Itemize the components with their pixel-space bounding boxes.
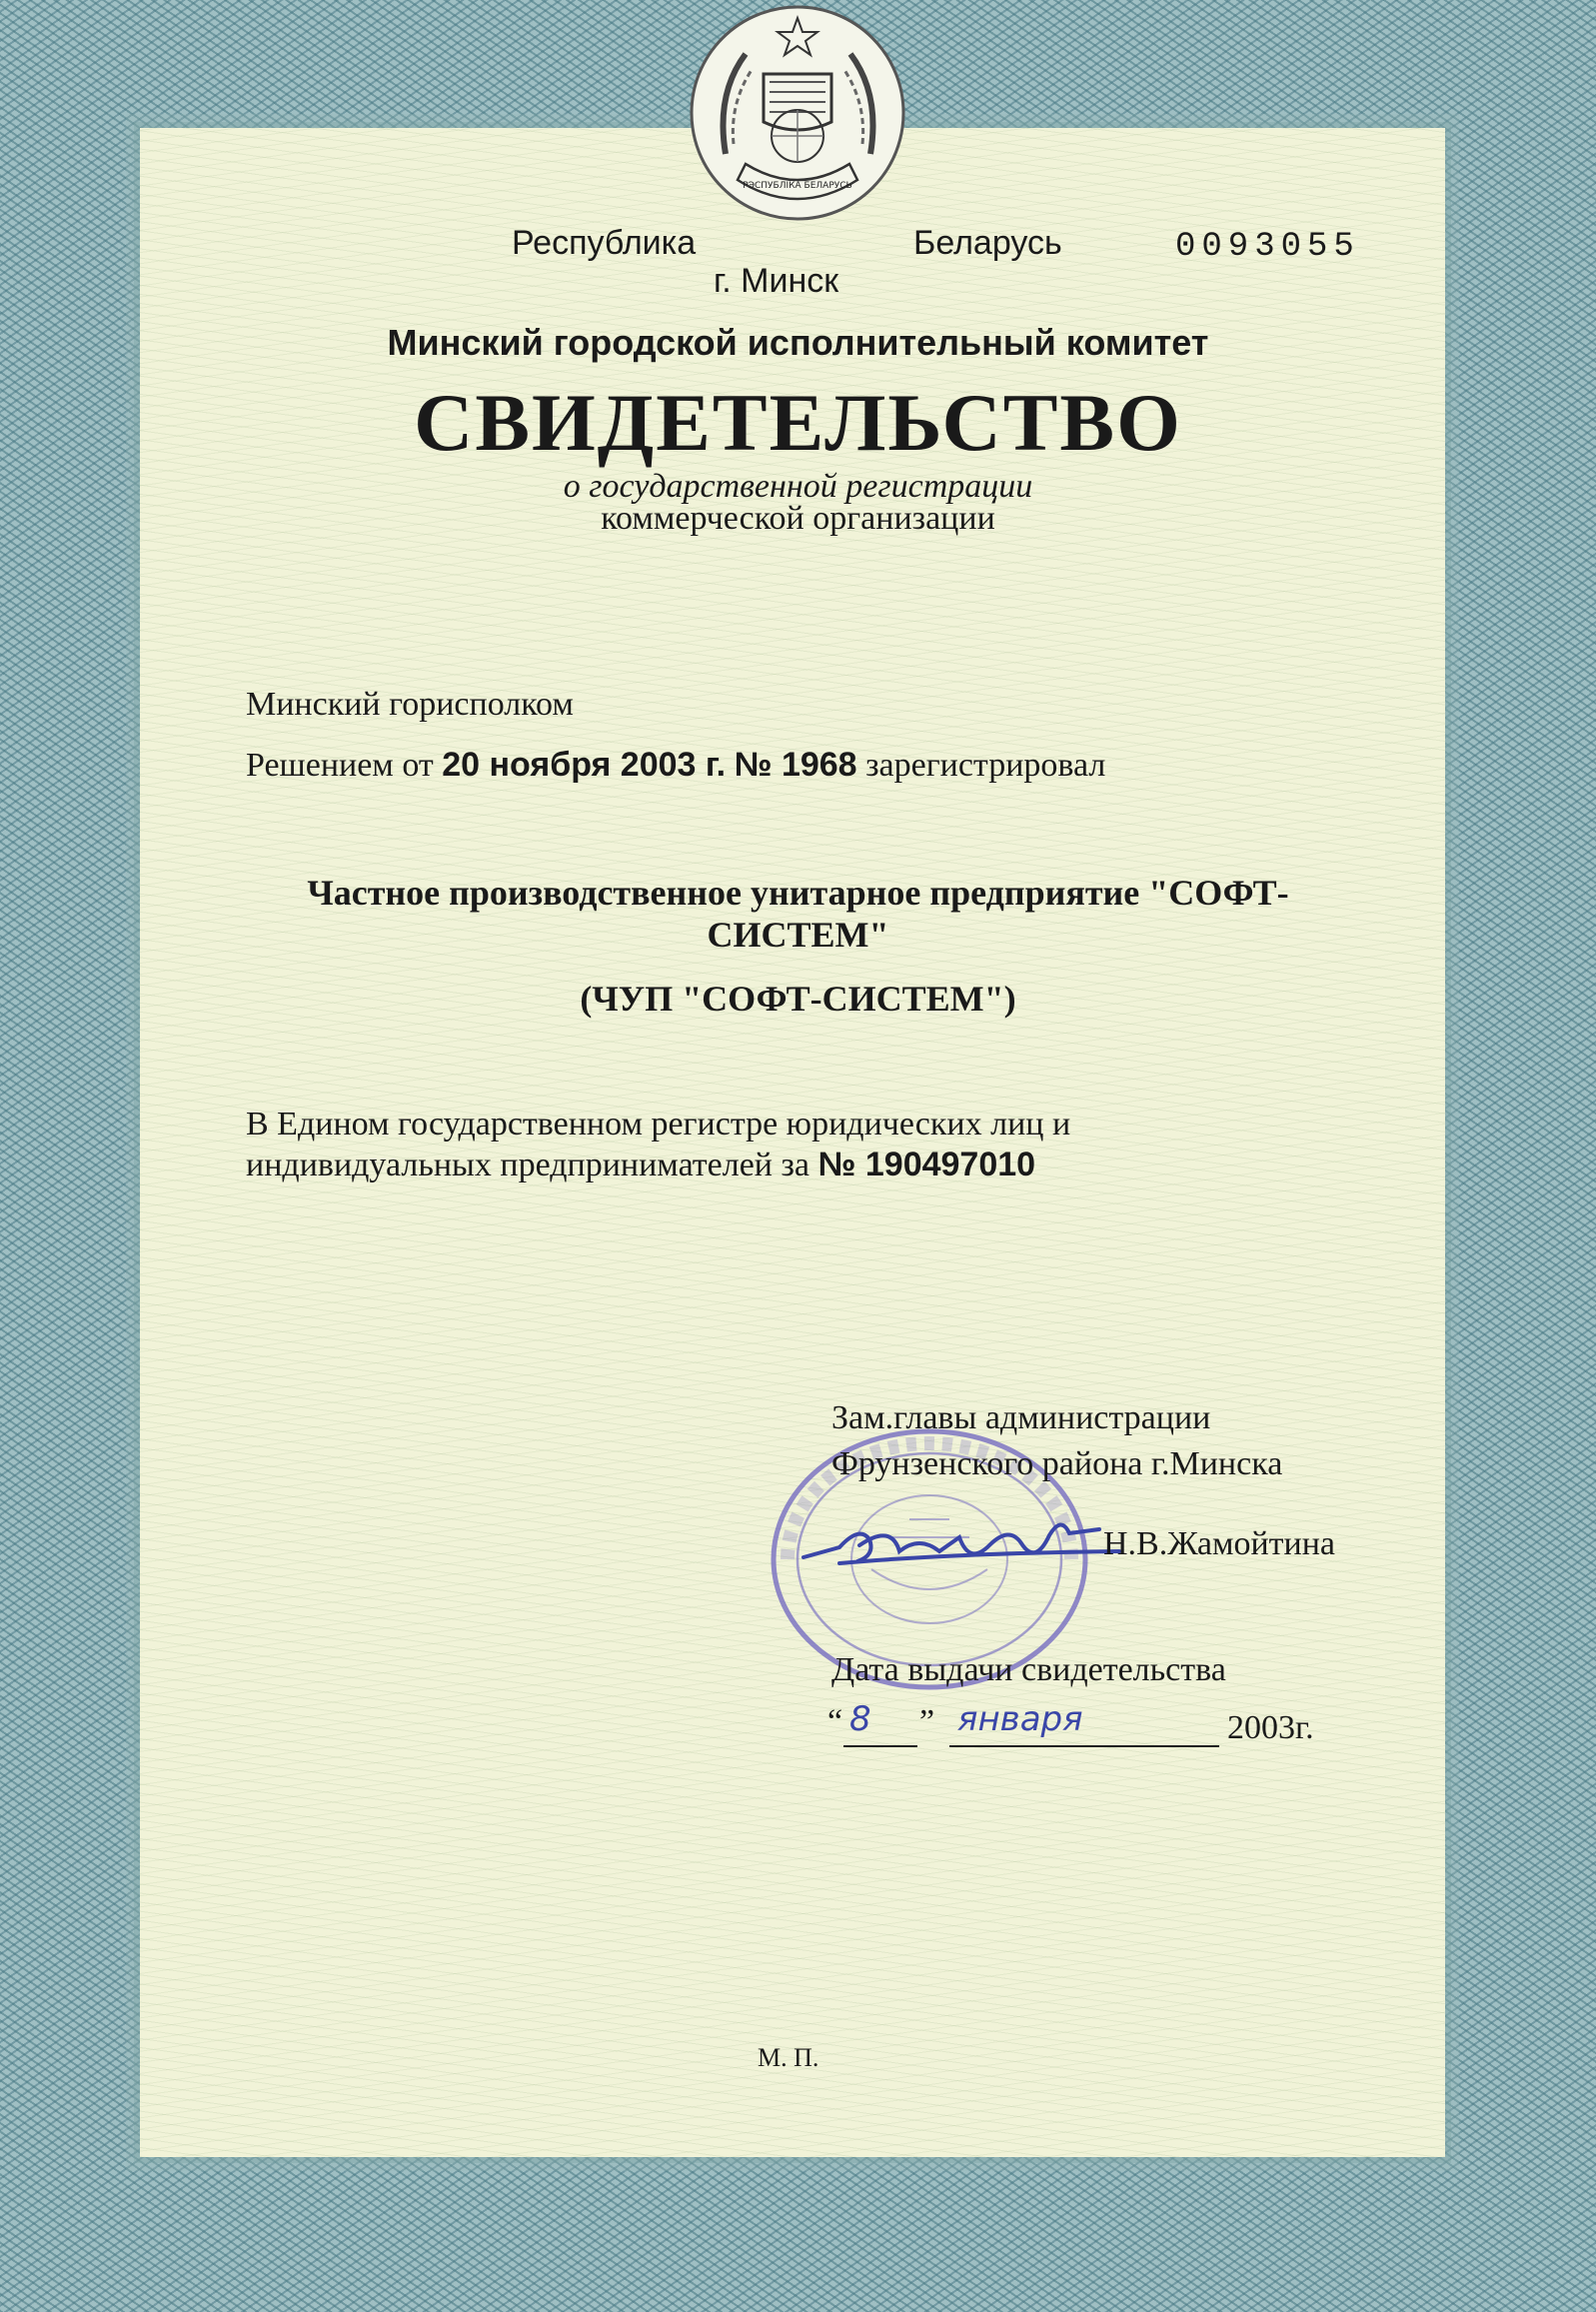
signatory-position-line2: Фрунзенского района г.Минска: [831, 1445, 1283, 1482]
issue-date-label: Дата выдачи свидетельства: [831, 1651, 1226, 1688]
decision-prefix: Решением от: [246, 747, 434, 784]
document-subtitle-2: коммерческой организации: [601, 500, 995, 537]
signature-icon: [799, 1495, 1129, 1595]
issue-day-underline: [843, 1745, 917, 1747]
signatory-position-line1: Зам.главы администрации: [831, 1399, 1211, 1436]
document-title: СВИДЕТЕЛЬСТВО: [414, 377, 1182, 468]
organization-name-line1: Частное производственное унитарное предприятие "СОФТ-: [307, 873, 1289, 913]
issue-day: 8: [849, 1699, 871, 1739]
country-label: Беларусь: [913, 224, 1062, 262]
register-line2: [246, 1146, 1035, 1184]
emblem-ribbon-text: РЭСПУБЛІКА БЕЛАРУСЬ: [743, 181, 852, 191]
quote-close: ”: [919, 1703, 935, 1740]
serial-number: 0093055: [1175, 228, 1360, 266]
decision-number: № 1968: [734, 746, 857, 784]
issue-year: 2003: [1227, 1709, 1295, 1746]
city-label: г. Минск: [714, 262, 839, 300]
issue-month: января: [957, 1699, 1083, 1739]
organization-name-line2: СИСТЕМ": [707, 915, 889, 955]
organization-short-name: (ЧУП "СОФТ-СИСТЕМ"): [580, 979, 1016, 1019]
coat-of-arms-icon: [686, 4, 910, 222]
signatory-name: Н.В.Жамойтина: [1103, 1525, 1335, 1562]
authority-line: Минский горисполком: [246, 686, 574, 723]
issue-year-suffix: г.: [1295, 1709, 1314, 1746]
decision-suffix: зарегистрировал: [865, 747, 1106, 784]
document-subtitle-1: о государственной регистрации: [563, 468, 1033, 505]
stamp-place-label: М. П.: [758, 2043, 819, 2072]
register-line1: В Едином государственном регистре юридических лиц и: [246, 1106, 1071, 1143]
issue-month-underline: [949, 1745, 1219, 1747]
issue-year-group: [1227, 1709, 1314, 1747]
decision-line: [246, 746, 1105, 785]
register-number: № 190497010: [817, 1146, 1036, 1183]
committee-name: Минский городской исполнительный комитет: [387, 322, 1209, 363]
register-text: индивидуальных предпринимателей за: [246, 1147, 810, 1183]
quote-open: “: [827, 1703, 843, 1740]
republic-label: Республика: [512, 224, 697, 262]
decision-date: 20 ноября 2003 г.: [442, 746, 727, 784]
